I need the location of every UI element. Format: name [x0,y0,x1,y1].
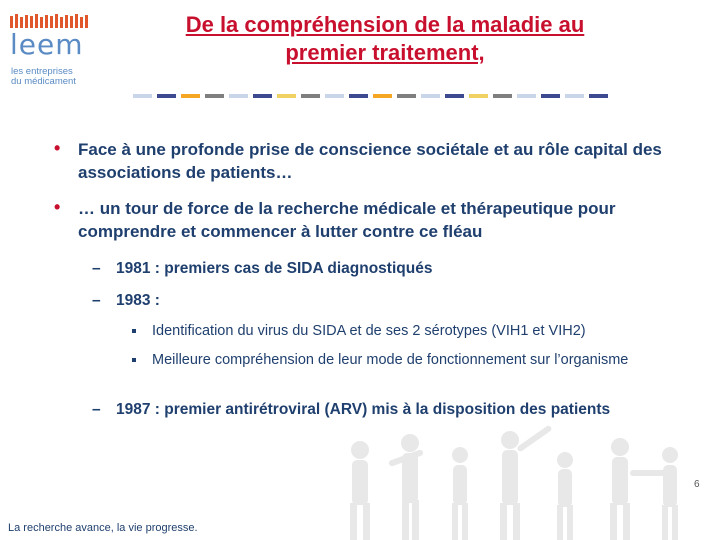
subitem-1981-text: 1981 : premiers cas de SIDA diagnostiqués [116,260,433,277]
dash-icon: – [92,292,101,309]
people-figures-icon [10,14,90,30]
rule-segment [277,94,296,98]
rule-segment [157,94,176,98]
people-silhouettes-icon [330,425,720,540]
logo-tagline-1: les entreprises [11,66,73,77]
logo-wordmark [10,30,88,64]
rule-segment [541,94,560,98]
decorative-rule [133,94,608,98]
rule-segment [589,94,608,98]
rule-segment [133,94,152,98]
page-number: 6 [694,479,700,490]
rule-segment [253,94,272,98]
slide-title [115,11,655,67]
rule-segment [373,94,392,98]
title-line-1: De la compréhension de la maladie au [185,12,585,37]
rule-segment [205,94,224,98]
rule-segment [469,94,488,98]
rule-segment [349,94,368,98]
square-bullet-icon [132,329,136,333]
rule-segment [397,94,416,98]
leem-logo [8,14,98,87]
logo-tagline-2: du médicament [11,76,76,87]
bullet-dot-icon: • [54,197,61,217]
leem-wordmark-icon [10,30,88,58]
bullet-2-text: … un tour de force de la recherche médicale et thérapeutique pour comprendre et commencer à lutter contre ce fléau [78,199,616,241]
dash-icon: – [92,401,101,418]
rule-segment [517,94,536,98]
bullet-1-text: Face à une profonde prise de conscience sociétale et au rôle capital des associations de patients… [78,140,662,182]
rule-segment [565,94,584,98]
rule-segment [421,94,440,98]
rule-segment [229,94,248,98]
square-bullet-icon [132,358,136,362]
rule-segment [493,94,512,98]
footer-tagline: La recherche avance, la vie progresse. [8,522,198,534]
title-line-2: premier traitement, [285,40,485,65]
bullet-dot-icon: • [54,138,61,158]
subitem-1983-text: 1983 : [116,292,160,309]
rule-segment [181,94,200,98]
svg-text:leem: leem [10,30,84,58]
subsubitem-comprehension-text: Meilleure compréhension de leur mode de fonctionnement sur l’organisme [152,352,629,368]
subsubitem-identification-text: Identification du virus du SIDA et de ses 2 sérotypes (VIH1 et VIH2) [152,323,586,339]
rule-segment [325,94,344,98]
subitem-1987-text: 1987 : premier antirétroviral (ARV) mis à la disposition des patients [116,401,611,418]
rule-segment [445,94,464,98]
rule-segment [301,94,320,98]
dash-icon: – [92,260,101,277]
